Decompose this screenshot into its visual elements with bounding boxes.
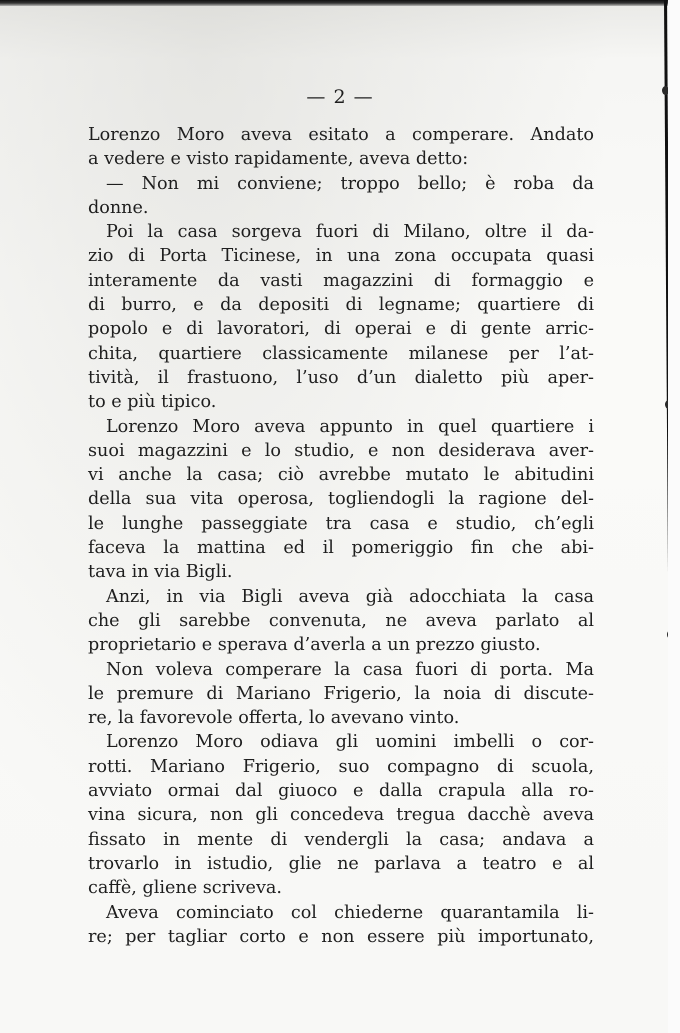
text-line: Lorenzo Moro aveva esitato a comperare. Andato (88, 125, 594, 145)
text-line: Non voleva comperare la casa fuori di porta. Ma (106, 659, 594, 680)
paragraph (88, 172, 594, 221)
text-line: fissato in mente di vendergli la casa; andava a (88, 829, 594, 850)
text-line: donne. (88, 197, 149, 218)
text-line: che gli sarebbe convenuta, ne aveva parlato al (88, 610, 594, 631)
text-line: suoi magazzini e lo studio, e non desiderava aver- (88, 440, 594, 461)
text-line: faceva la mattina ed il pomeriggio fin che abi- (88, 538, 594, 559)
text-line: re, la favorevole offerta, lo avevano vinto. (88, 708, 460, 729)
text-line: zio di Porta Ticinese, in una zona occupata quasi (88, 246, 594, 267)
text-line: Poi la casa sorgeva fuori di Milano, oltre il da- (106, 222, 594, 243)
text-line: Aveva cominciato col chiederne quarantamila li- (106, 902, 594, 923)
text-line: tività, il frastuono, l’uso d’un dialetto più aper- (88, 367, 594, 388)
paragraph (88, 730, 594, 900)
paragraph (88, 415, 594, 585)
text-line: — Non mi conviene; troppo bello; è roba da (106, 173, 594, 194)
paragraph (88, 658, 594, 731)
text-line: vina sicura, non gli concedeva tregua dacchè aveva (88, 805, 594, 826)
text-line: chita, quartiere classicamente milanese per l’at- (88, 343, 594, 364)
text-line: a vedere e visto rapidamente, aveva detto: (88, 149, 469, 170)
text-line: Lorenzo Moro odiava gli uomini imbelli o cor- (106, 732, 594, 753)
page-top-edge (0, 0, 668, 6)
page-right-margin (668, 0, 680, 1033)
text-line: le lunghe passeggiate tra casa e studio, ch’egli (88, 513, 594, 534)
paragraph (88, 220, 594, 414)
text-line: Lorenzo Moro aveva appunto in quel quartiere i (106, 416, 594, 437)
paragraph (88, 585, 594, 658)
text-line: vi anche la casa; ciò avrebbe mutato le abitudini (88, 465, 594, 486)
text-line: le premure di Mariano Frigerio, la noia di discute- (88, 683, 594, 704)
text-line: to e più tipico. (88, 392, 217, 413)
text-line: di burro, e da depositi di legname; quartiere di (88, 295, 594, 316)
text-line: avviato ormai dal giuoco e dalla crapula alla ro- (88, 781, 594, 802)
text-line: della sua vita operosa, togliendogli la ragione del- (88, 489, 594, 510)
paragraph (88, 123, 594, 172)
text-line: popolo e di lavoratori, di operai e di gente arric- (88, 319, 594, 340)
page-number: — 2 — (306, 86, 374, 108)
text-line: proprietario e sperava d’averla a un prezzo giusto. (88, 635, 541, 656)
body-text (88, 123, 594, 949)
text-line: interamente da vasti magazzini di formaggio e (88, 270, 594, 291)
text-line: tava in via Bigli. (88, 562, 233, 583)
text-line: re; per tagliar corto e non essere più importunato, (88, 926, 594, 947)
text-line: trovarlo in istudio, glie ne parlava a teatro e al (88, 853, 594, 874)
paragraph (88, 901, 594, 950)
text-line: Anzi, in via Bigli aveva già adocchiata la casa (106, 586, 594, 607)
text-line: caffè, gliene scriveva. (88, 878, 282, 899)
text-line: rotti. Mariano Frigerio, suo compagno di scuola, (88, 756, 594, 777)
